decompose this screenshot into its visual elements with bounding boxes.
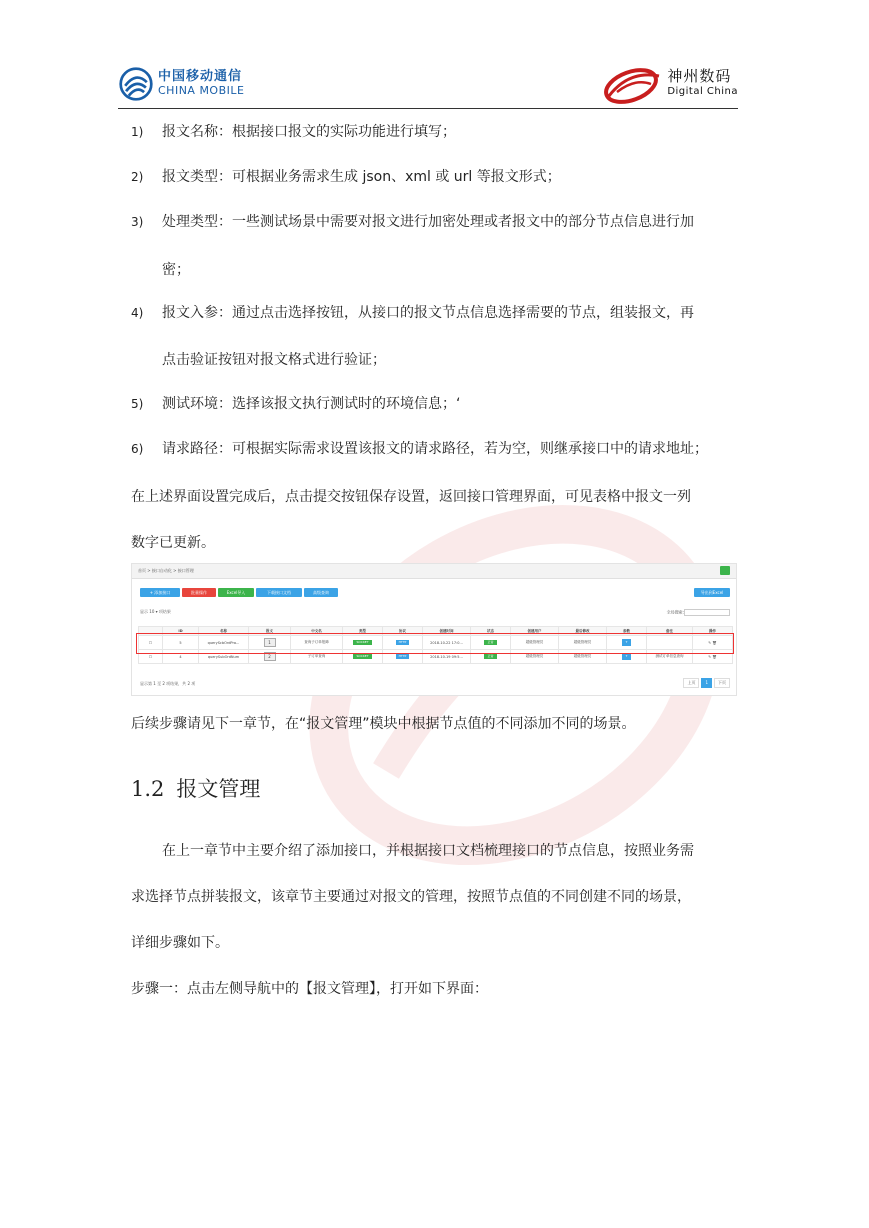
list-item-number: 5) xyxy=(131,397,144,411)
cell-status-badge: 正常 xyxy=(484,654,496,659)
china-mobile-logo xyxy=(118,66,244,102)
china-mobile-logo-cn: 中国移动通信 xyxy=(158,69,243,84)
cell-protocol-badge: HTTP xyxy=(396,654,410,659)
global-search-label: 全局搜索: xyxy=(666,609,684,615)
cell-name: queryScbOrdPra... xyxy=(199,636,249,650)
cell-creator: 超级管理员 xyxy=(511,650,559,664)
column-header: ID xyxy=(163,627,199,636)
highlight-box xyxy=(136,633,734,654)
cell-modifier: 超级管理员 xyxy=(559,650,607,664)
list-item-text: 报文类型：可根据业务需求生成 json、xml 或 url 等报文形式； xyxy=(162,169,561,185)
column-header: 操作 xyxy=(693,627,733,636)
cell-id: 5 xyxy=(163,636,199,650)
column-header: 备注 xyxy=(647,627,693,636)
list-item-number: 2) xyxy=(131,170,144,184)
cell-message-count: 1 xyxy=(264,638,276,647)
excel-import-button: Excel导入 xyxy=(218,588,254,597)
cell-name: querySubOrdNum xyxy=(199,650,249,664)
cell-operations: ✎ 🗑 xyxy=(693,650,733,664)
digital-china-logo-cn: 神州数码 xyxy=(667,67,732,85)
list-item-text: 报文名称：根据接口报文的实际功能进行填写； xyxy=(162,124,456,140)
add-interface-button: + 添加接口 xyxy=(140,588,180,597)
column-header: 创建用户 xyxy=(511,627,559,636)
digital-china-logo xyxy=(601,62,738,106)
list-item-continuation: 密； xyxy=(162,262,190,278)
export-excel-button: 导出到Excel xyxy=(694,588,730,597)
cell-type-badge: SOCKET xyxy=(353,640,371,645)
cell-param: T xyxy=(622,639,631,646)
cell-message-count: 2 xyxy=(264,652,276,661)
list-item-text: 请求路径：可根据实际需求设置该报文的请求路径，若为空，则继承接口中的请求地址； xyxy=(162,441,708,457)
column-header: 创建时间 xyxy=(423,627,471,636)
screenshot-topbar xyxy=(132,564,736,579)
column-header: 中文名 xyxy=(291,627,343,636)
cell-modifier: 超级管理员 xyxy=(559,636,607,650)
section-heading xyxy=(131,773,260,803)
row-checkbox: ☐ xyxy=(139,650,163,664)
cell-operations: ✎ 🗑 xyxy=(693,636,733,650)
interface-management-screenshot xyxy=(131,563,737,696)
cell-protocol-badge: HTTP xyxy=(396,640,410,645)
next-page-button: 下页 xyxy=(714,678,730,688)
list-item-text: 测试环境：选择该报文执行测试时的环境信息；‘ xyxy=(162,396,461,412)
column-header: 报文 xyxy=(249,627,291,636)
column-header: 最后修改 xyxy=(559,627,607,636)
column-header: 名称 xyxy=(199,627,249,636)
prev-page-button: 上页 xyxy=(683,678,699,688)
china-mobile-logo-icon xyxy=(118,66,154,102)
list-item-text: 报文入参：通过点击选择按钮，从接口的报文节点信息选择需要的节点，组装报文，再 xyxy=(162,305,694,321)
section-number: 1.2 xyxy=(131,777,165,801)
column-header: 状态 xyxy=(471,627,511,636)
cell-time: 2018-10-22 17:0... xyxy=(423,636,471,650)
column-header: 参数 xyxy=(607,627,647,636)
download-doc-button: 下载接口文档 xyxy=(256,588,302,597)
cell-time: 2018-10-19 09:5... xyxy=(423,650,471,664)
global-search xyxy=(667,609,730,616)
list-item-number: 4) xyxy=(131,306,144,320)
cell-note: 测试订单信息查询 xyxy=(647,650,693,664)
paragraph-line: 在上一章节中主要介绍了添加接口，并根据接口文档梳理接口的节点信息，按照业务需 xyxy=(162,843,694,859)
list-item-number: 6) xyxy=(131,442,144,456)
cell-param: T xyxy=(622,653,631,660)
refresh-icon xyxy=(720,566,730,575)
table-footer-info: 显示第 1 至 2 项结果，共 2 项 xyxy=(140,681,196,686)
digital-china-logo-en: Digital China xyxy=(667,86,738,97)
cell-type-badge: SOCKET xyxy=(353,654,371,659)
list-item-number: 3) xyxy=(131,215,144,229)
page-size-selector: 显示 10 ▾ 项结果 xyxy=(140,609,171,614)
list-item-number: 1) xyxy=(131,125,144,139)
cell-cn-name: 查询子订单报障 xyxy=(291,636,343,650)
pagination xyxy=(683,678,730,688)
page-number-button: 1 xyxy=(701,678,712,688)
page-header xyxy=(118,62,738,109)
paragraph-line: 在上述界面设置完成后，点击提交按钮保存设置，返回接口管理界面，可见表格中报文一列 xyxy=(131,489,691,505)
list-item-continuation: 点击验证按钮对报文格式进行验证； xyxy=(162,352,386,368)
digital-china-logo-icon xyxy=(601,62,667,106)
paragraph-line: 数字已更新。 xyxy=(131,535,215,551)
cell-creator: 超级管理员 xyxy=(511,636,559,650)
cell-cn-name: 子订单查询 xyxy=(291,650,343,664)
list-item-text: 处理类型：一些测试场景中需要对报文进行加密处理或者报文中的部分节点信息进行加 xyxy=(162,214,694,230)
column-header: 协议 xyxy=(383,627,423,636)
column-header: 类型 xyxy=(343,627,383,636)
global-search-input xyxy=(684,609,730,616)
paragraph-line: 求选择节点拼装报文，该章节主要通过对报文的管理，按照节点值的不同创建不同的场景， xyxy=(131,889,691,905)
cell-id: 4 xyxy=(163,650,199,664)
cell-status-badge: 正常 xyxy=(484,640,496,645)
screenshot-breadcrumb: 首页 > 接口自动化 > 接口管理 xyxy=(138,568,194,573)
section-title: 报文管理 xyxy=(176,777,261,801)
paragraph-line: 后续步骤请见下一章节，在“报文管理”模块中根据节点值的不同添加不同的场景。 xyxy=(131,716,636,732)
paragraph-line: 详细步骤如下。 xyxy=(131,935,229,951)
advanced-search-button: 高级查询 xyxy=(304,588,338,597)
china-mobile-logo-en: CHINA MOBILE xyxy=(158,84,245,97)
batch-operation-button: 批量操作 xyxy=(182,588,216,597)
row-checkbox: ☐ xyxy=(139,636,163,650)
step-instruction: 步骤一：点击左侧导航中的【报文管理】，打开如下界面： xyxy=(131,981,488,997)
